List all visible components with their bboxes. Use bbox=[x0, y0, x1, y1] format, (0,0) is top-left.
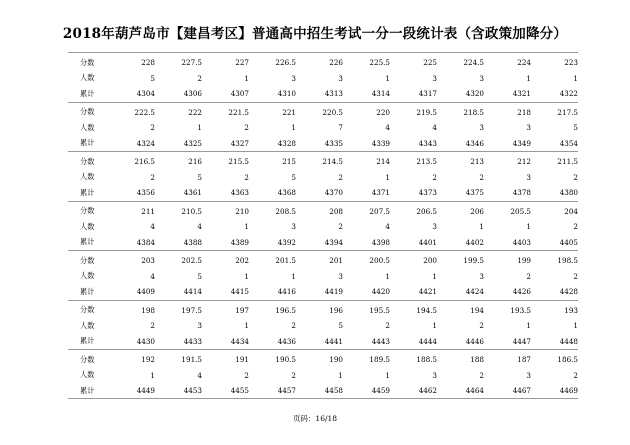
table-block bbox=[68, 52, 578, 102]
count-row bbox=[68, 170, 578, 186]
page-number: 页码：16/18 bbox=[292, 414, 338, 423]
table-cell: 4415 bbox=[230, 287, 249, 297]
row-label: 分数 bbox=[80, 156, 95, 166]
table-cell: 2 bbox=[479, 370, 484, 380]
table-cell: 1 bbox=[244, 321, 249, 331]
table-cell: 4349 bbox=[512, 138, 531, 148]
table-cell: 215.5 bbox=[228, 157, 249, 167]
table-cell: 4368 bbox=[277, 188, 296, 198]
table-cell: 4416 bbox=[277, 287, 296, 297]
table-cell: 2 bbox=[573, 222, 578, 232]
table-cell: 1 bbox=[526, 222, 531, 232]
table-cell: 4394 bbox=[324, 237, 343, 247]
table-cell: 1 bbox=[385, 271, 390, 281]
table-cell: 4457 bbox=[277, 386, 296, 396]
table-cell: 4314 bbox=[371, 89, 390, 99]
table-cell: 193.5 bbox=[510, 305, 531, 315]
table-cell: 1 bbox=[244, 271, 249, 281]
table-block bbox=[68, 201, 578, 251]
table-cell: 2 bbox=[479, 321, 484, 331]
table-cell: 4324 bbox=[136, 138, 155, 148]
table-cell: 4384 bbox=[136, 237, 155, 247]
row-label: 分数 bbox=[80, 107, 95, 117]
cumulative-row bbox=[68, 136, 578, 152]
table-cell: 192 bbox=[141, 355, 155, 365]
table-cell: 224.5 bbox=[463, 58, 484, 68]
table-cell: 1 bbox=[197, 123, 202, 133]
table-cell: 186.5 bbox=[557, 355, 578, 365]
table-cell: 202 bbox=[235, 256, 249, 266]
table-cell: 4464 bbox=[465, 386, 484, 396]
table-cell: 4401 bbox=[418, 237, 437, 247]
table-cell: 4354 bbox=[559, 138, 578, 148]
table-cell: 214.5 bbox=[322, 157, 343, 167]
cumulative-row bbox=[68, 185, 578, 201]
table-cell: 188.5 bbox=[416, 355, 437, 365]
table-cell: 4 bbox=[385, 222, 390, 232]
table-cell: 4453 bbox=[183, 386, 202, 396]
table-cell: 4378 bbox=[512, 188, 531, 198]
table-cell: 213 bbox=[470, 157, 484, 167]
table-cell: 222 bbox=[188, 107, 202, 117]
score-distribution-table bbox=[68, 52, 578, 399]
cumulative-row bbox=[68, 383, 578, 399]
table-cell: 2 bbox=[291, 321, 296, 331]
table-cell: 4426 bbox=[512, 287, 531, 297]
table-cell: 1 bbox=[244, 222, 249, 232]
table-cell: 4436 bbox=[277, 336, 296, 346]
table-cell: 3 bbox=[479, 123, 484, 133]
table-cell: 218 bbox=[517, 107, 531, 117]
table-cell: 208.5 bbox=[275, 206, 296, 216]
table-cell: 5 bbox=[291, 172, 296, 182]
row-label: 人数 bbox=[80, 122, 95, 132]
table-cell: 4434 bbox=[230, 336, 249, 346]
count-row bbox=[68, 318, 578, 334]
table-cell: 4327 bbox=[230, 138, 249, 148]
table-cell: 213.5 bbox=[416, 157, 437, 167]
score-row bbox=[68, 352, 578, 368]
table-cell: 195.5 bbox=[369, 305, 390, 315]
table-cell: 2 bbox=[573, 370, 578, 380]
table-cell: 2 bbox=[150, 321, 155, 331]
table-cell: 1 bbox=[573, 321, 578, 331]
table-cell: 2 bbox=[479, 172, 484, 182]
table-cell: 3 bbox=[526, 123, 531, 133]
table-cell: 4317 bbox=[418, 89, 437, 99]
row-label: 累计 bbox=[80, 336, 95, 346]
table-cell: 2 bbox=[150, 123, 155, 133]
table-cell: 1 bbox=[291, 123, 296, 133]
table-cell: 4380 bbox=[559, 188, 578, 198]
table-cell: 210 bbox=[235, 206, 249, 216]
table-cell: 4310 bbox=[277, 89, 296, 99]
table-cell: 211 bbox=[141, 206, 155, 216]
table-cell: 1 bbox=[150, 370, 155, 380]
table-cell: 4447 bbox=[512, 336, 531, 346]
score-row bbox=[68, 105, 578, 121]
table-cell: 4433 bbox=[183, 336, 202, 346]
table-block bbox=[68, 102, 578, 152]
table-cell: 4 bbox=[432, 123, 437, 133]
table-cell: 225 bbox=[423, 58, 437, 68]
table-cell: 5 bbox=[150, 73, 155, 83]
table-cell: 196.5 bbox=[275, 305, 296, 315]
cumulative-row bbox=[68, 235, 578, 251]
table-cell: 2 bbox=[291, 370, 296, 380]
table-cell: 204 bbox=[564, 206, 578, 216]
table-cell: 1 bbox=[385, 370, 390, 380]
table-cell: 208 bbox=[329, 206, 343, 216]
table-cell: 223 bbox=[564, 58, 578, 68]
table-cell: 4448 bbox=[559, 336, 578, 346]
table-cell: 1 bbox=[526, 73, 531, 83]
table-cell: 210.5 bbox=[181, 206, 202, 216]
table-cell: 2 bbox=[197, 73, 202, 83]
table-cell: 187 bbox=[517, 355, 531, 365]
table-cell: 228 bbox=[141, 58, 155, 68]
table-cell: 1 bbox=[338, 370, 343, 380]
table-block bbox=[68, 300, 578, 350]
cumulative-row bbox=[68, 284, 578, 300]
table-cell: 4361 bbox=[183, 188, 202, 198]
table-cell: 1 bbox=[432, 321, 437, 331]
score-row bbox=[68, 204, 578, 220]
table-cell: 4469 bbox=[559, 386, 578, 396]
table-cell: 1 bbox=[385, 73, 390, 83]
table-cell: 4419 bbox=[324, 287, 343, 297]
table-cell: 3 bbox=[432, 370, 437, 380]
table-cell: 2 bbox=[573, 172, 578, 182]
table-cell: 4313 bbox=[324, 89, 343, 99]
table-cell: 216.5 bbox=[134, 157, 155, 167]
table-cell: 196 bbox=[329, 305, 343, 315]
table-cell: 4389 bbox=[230, 237, 249, 247]
table-cell: 226 bbox=[329, 58, 343, 68]
table-cell: 203 bbox=[141, 256, 155, 266]
table-cell: 206 bbox=[470, 206, 484, 216]
table-cell: 4339 bbox=[371, 138, 390, 148]
table-cell: 4307 bbox=[230, 89, 249, 99]
count-row bbox=[68, 269, 578, 285]
table-cell: 5 bbox=[338, 321, 343, 331]
table-cell: 4420 bbox=[371, 287, 390, 297]
table-cell: 4430 bbox=[136, 336, 155, 346]
table-cell: 2 bbox=[244, 370, 249, 380]
table-cell: 1 bbox=[479, 222, 484, 232]
table-block bbox=[68, 151, 578, 201]
table-cell: 207.5 bbox=[369, 206, 390, 216]
row-label: 累计 bbox=[80, 187, 95, 197]
table-cell: 4325 bbox=[183, 138, 202, 148]
table-cell: 190.5 bbox=[275, 355, 296, 365]
table-cell: 219.5 bbox=[416, 107, 437, 117]
row-label: 累计 bbox=[80, 385, 95, 395]
count-row bbox=[68, 71, 578, 87]
table-cell: 221.5 bbox=[228, 107, 249, 117]
table-cell: 225.5 bbox=[369, 58, 390, 68]
table-cell: 3 bbox=[338, 271, 343, 281]
table-cell: 206.5 bbox=[416, 206, 437, 216]
table-cell: 4373 bbox=[418, 188, 437, 198]
row-label: 人数 bbox=[80, 73, 95, 83]
row-label: 分数 bbox=[80, 206, 95, 216]
table-cell: 216 bbox=[188, 157, 202, 167]
table-cell: 198 bbox=[141, 305, 155, 315]
table-cell: 2 bbox=[432, 172, 437, 182]
table-cell: 4421 bbox=[418, 287, 437, 297]
table-cell: 1 bbox=[432, 271, 437, 281]
table-cell: 200.5 bbox=[369, 256, 390, 266]
table-cell: 197 bbox=[235, 305, 249, 315]
table-cell: 4 bbox=[385, 123, 390, 133]
table-cell: 3 bbox=[338, 73, 343, 83]
cumulative-row bbox=[68, 86, 578, 102]
row-label: 人数 bbox=[80, 370, 95, 380]
table-cell: 3 bbox=[432, 73, 437, 83]
row-label: 分数 bbox=[80, 57, 95, 67]
row-label: 人数 bbox=[80, 271, 95, 281]
table-cell: 188 bbox=[470, 355, 484, 365]
table-block bbox=[68, 349, 578, 399]
table-cell: 217.5 bbox=[557, 107, 578, 117]
table-cell: 190 bbox=[329, 355, 343, 365]
table-cell: 194.5 bbox=[416, 305, 437, 315]
table-cell: 5 bbox=[197, 172, 202, 182]
table-cell: 3 bbox=[526, 172, 531, 182]
table-cell: 198.5 bbox=[557, 256, 578, 266]
table-cell: 191 bbox=[235, 355, 249, 365]
row-label: 分数 bbox=[80, 255, 95, 265]
row-label: 累计 bbox=[80, 138, 95, 148]
table-cell: 194 bbox=[470, 305, 484, 315]
table-cell: 4392 bbox=[277, 237, 296, 247]
row-label: 人数 bbox=[80, 172, 95, 182]
table-cell: 5 bbox=[197, 271, 202, 281]
row-label: 人数 bbox=[80, 221, 95, 231]
table-cell: 191.5 bbox=[181, 355, 202, 365]
table-cell: 3 bbox=[197, 321, 202, 331]
table-cell: 4444 bbox=[418, 336, 437, 346]
page-title: 2018年葫芦岛市【建昌考区】普通高中招生考试一分一段统计表（含政策加降分） bbox=[62, 26, 568, 42]
table-cell: 4306 bbox=[183, 89, 202, 99]
table-cell: 4441 bbox=[324, 336, 343, 346]
table-cell: 4455 bbox=[230, 386, 249, 396]
table-cell: 4459 bbox=[371, 386, 390, 396]
table-cell: 4304 bbox=[136, 89, 155, 99]
table-cell: 4371 bbox=[371, 188, 390, 198]
table-cell: 1 bbox=[526, 321, 531, 331]
row-label: 累计 bbox=[80, 286, 95, 296]
table-cell: 4370 bbox=[324, 188, 343, 198]
table-cell: 4402 bbox=[465, 237, 484, 247]
table-cell: 221 bbox=[282, 107, 296, 117]
table-cell: 4328 bbox=[277, 138, 296, 148]
table-cell: 3 bbox=[479, 271, 484, 281]
table-cell: 4405 bbox=[559, 237, 578, 247]
table-cell: 1 bbox=[573, 73, 578, 83]
table-cell: 4346 bbox=[465, 138, 484, 148]
table-cell: 4458 bbox=[324, 386, 343, 396]
table-cell: 3 bbox=[291, 222, 296, 232]
table-block bbox=[68, 250, 578, 300]
table-cell: 2 bbox=[526, 271, 531, 281]
table-cell: 4 bbox=[150, 271, 155, 281]
table-cell: 189.5 bbox=[369, 355, 390, 365]
table-cell: 4 bbox=[197, 222, 202, 232]
cumulative-row bbox=[68, 334, 578, 350]
table-cell: 2 bbox=[385, 321, 390, 331]
table-cell: 1 bbox=[385, 172, 390, 182]
score-row bbox=[68, 55, 578, 71]
table-cell: 4403 bbox=[512, 237, 531, 247]
table-cell: 193 bbox=[564, 305, 578, 315]
row-label: 人数 bbox=[80, 320, 95, 330]
table-cell: 2 bbox=[244, 172, 249, 182]
table-cell: 4388 bbox=[183, 237, 202, 247]
table-cell: 5 bbox=[573, 123, 578, 133]
table-cell: 3 bbox=[432, 222, 437, 232]
table-cell: 4 bbox=[197, 370, 202, 380]
table-cell: 4320 bbox=[465, 89, 484, 99]
table-cell: 202.5 bbox=[181, 256, 202, 266]
table-cell: 4424 bbox=[465, 287, 484, 297]
table-cell: 205.5 bbox=[510, 206, 531, 216]
table-cell: 201.5 bbox=[275, 256, 296, 266]
count-row bbox=[68, 120, 578, 136]
table-cell: 3 bbox=[526, 370, 531, 380]
table-cell: 4321 bbox=[512, 89, 531, 99]
table-cell: 222.5 bbox=[134, 107, 155, 117]
table-cell: 227 bbox=[235, 58, 249, 68]
table-cell: 211.5 bbox=[557, 157, 578, 167]
table-cell: 4467 bbox=[512, 386, 531, 396]
table-cell: 1 bbox=[291, 271, 296, 281]
table-cell: 4398 bbox=[371, 237, 390, 247]
table-cell: 7 bbox=[338, 123, 343, 133]
row-label: 分数 bbox=[80, 354, 95, 364]
table-cell: 4375 bbox=[465, 188, 484, 198]
score-row bbox=[68, 154, 578, 170]
table-cell: 201 bbox=[329, 256, 343, 266]
table-cell: 200 bbox=[423, 256, 437, 266]
table-cell: 212 bbox=[517, 157, 531, 167]
table-cell: 220 bbox=[376, 107, 390, 117]
table-cell: 2 bbox=[338, 222, 343, 232]
row-label: 累计 bbox=[80, 237, 95, 247]
table-cell: 3 bbox=[291, 73, 296, 83]
table-cell: 3 bbox=[479, 73, 484, 83]
row-label: 分数 bbox=[80, 305, 95, 315]
score-row bbox=[68, 303, 578, 319]
table-cell: 226.5 bbox=[275, 58, 296, 68]
table-cell: 4 bbox=[150, 222, 155, 232]
table-cell: 199.5 bbox=[463, 256, 484, 266]
table-cell: 224 bbox=[517, 58, 531, 68]
table-cell: 4409 bbox=[136, 287, 155, 297]
count-row bbox=[68, 219, 578, 235]
table-cell: 220.5 bbox=[322, 107, 343, 117]
table-cell: 2 bbox=[573, 271, 578, 281]
table-cell: 4428 bbox=[559, 287, 578, 297]
table-cell: 4322 bbox=[559, 89, 578, 99]
table-cell: 4443 bbox=[371, 336, 390, 346]
table-cell: 4449 bbox=[136, 386, 155, 396]
table-cell: 2 bbox=[150, 172, 155, 182]
table-cell: 227.5 bbox=[181, 58, 202, 68]
table-cell: 2 bbox=[244, 123, 249, 133]
table-cell: 218.5 bbox=[463, 107, 484, 117]
table-cell: 4363 bbox=[230, 188, 249, 198]
table-cell: 197.5 bbox=[181, 305, 202, 315]
table-cell: 4462 bbox=[418, 386, 437, 396]
table-cell: 4335 bbox=[324, 138, 343, 148]
table-cell: 2 bbox=[338, 172, 343, 182]
table-cell: 4356 bbox=[136, 188, 155, 198]
table-cell: 4414 bbox=[183, 287, 202, 297]
score-row bbox=[68, 253, 578, 269]
table-cell: 199 bbox=[517, 256, 531, 266]
table-cell: 215 bbox=[282, 157, 296, 167]
table-cell: 1 bbox=[244, 73, 249, 83]
table-cell: 4446 bbox=[465, 336, 484, 346]
table-cell: 214 bbox=[376, 157, 390, 167]
row-label: 累计 bbox=[80, 88, 95, 98]
count-row bbox=[68, 368, 578, 384]
table-cell: 4343 bbox=[418, 138, 437, 148]
